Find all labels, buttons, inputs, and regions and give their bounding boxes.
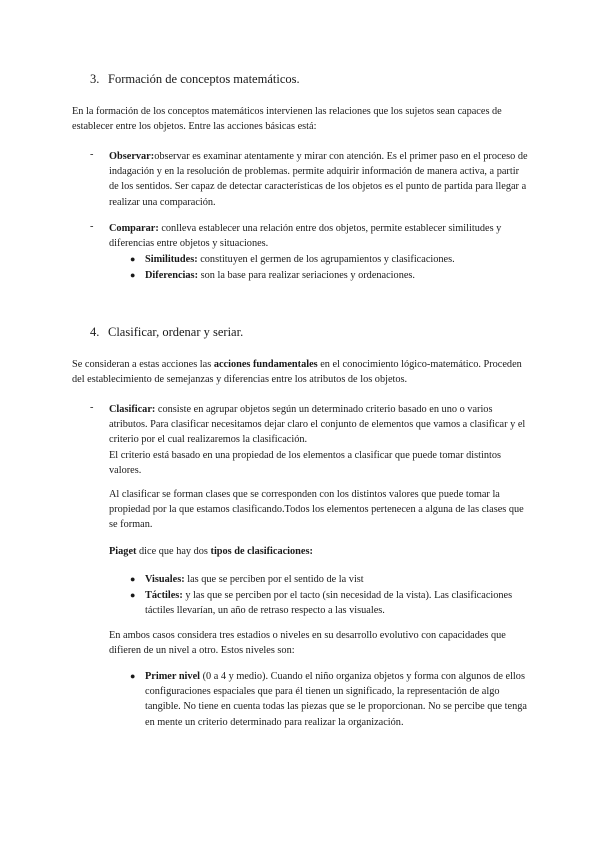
similitudes-text: constituyen el germen de los agrupamientos y clasificaciones. — [197, 254, 455, 265]
section-4-intro-bold: acciones fundamentales — [213, 359, 318, 370]
tactiles-term: Táctiles: — [145, 590, 183, 601]
section-3-heading — [90, 72, 300, 87]
bullet-icon: ● — [130, 671, 136, 681]
estadios-paragraph: En ambos casos considera tres estadios o niveles en su desarrollo evolutivo con capacidades que difieren de un nivel a otro. Estos niveles son: — [109, 630, 506, 657]
comparar-text: conlleva establecer una relación entre dos objetos, permite establecer similitudes y diferencias entre objetos y situaciones. — [109, 223, 502, 250]
clasificar-text: consiste en agrupar objetos según un determinado criterio basado en uno o varios atributos. Para clasificar necesitamos dejar claro el conjunto de elementos que vamos a clasificar y el criterio por el cual realizaremos la clasificación. — [109, 404, 526, 446]
piaget-bold: tipos de clasificaciones: — [210, 546, 313, 557]
comparar-paragraph — [109, 221, 529, 251]
similitudes-term: Similitudes: — [145, 254, 198, 265]
visuales-text: las que se perciben por el sentido de la vist — [184, 574, 364, 585]
observar-term: Observar: — [109, 151, 155, 162]
bullet-icon: ● — [130, 254, 136, 264]
diferencias-text: son la base para realizar seriaciones y ordenaciones. — [198, 270, 415, 281]
section-4-title: Clasificar, ordenar y seriar. — [108, 325, 244, 339]
clasificar-paragraph — [109, 402, 529, 478]
section-4-heading — [90, 325, 243, 340]
visuales-item — [145, 572, 530, 587]
section-3-number: 3. — [90, 72, 100, 86]
clases-paragraph: Al clasificar se forman clases que se corresponden con los distintos valores que puede tomar la propiedad por la que estamos clasificando.Todos los elementos pertenecen a alguna de las clases que se forman. — [109, 489, 524, 531]
tactiles-item — [145, 588, 530, 618]
observar-text: observar es examinar atentamente y mirar con atención. Es el primer paso en el proceso de indagación y en la resolución de problemas. permite adquirir información de manera activa, a partir de los sentidos. Ser capaz de detectar características de los objetos es el punto de partida para llegar a realizar una comparación. — [109, 151, 528, 208]
section-3-intro: En la formación de los conceptos matemáticos intervienen las relaciones que los sujetos sean capaces de establecer entre los objetos. Entre las acciones básicas está: — [72, 106, 502, 133]
primer-nivel-item — [145, 669, 530, 730]
section-4-intro-a: Se consideran a estas acciones las — [72, 359, 214, 370]
diferencias-item — [145, 268, 535, 283]
comparar-dash: - — [90, 221, 94, 232]
observar-paragraph — [109, 149, 529, 210]
primer-nivel-term: Primer nivel — [145, 671, 200, 682]
section-3-title: Formación de conceptos matemáticos. — [108, 72, 300, 86]
tactiles-text: y las que se perciben por el tacto (sin necesidad de la vista). Las clasificaciones táctiles llevarían, un año de retraso respecto a las visuales. — [145, 590, 513, 617]
clasificar-text-2: El criterio está basado en una propiedad de los elementos a clasificar que puede tomar distintos valores. — [109, 449, 502, 476]
piaget-paragraph — [109, 544, 529, 559]
section-4-intro — [72, 357, 528, 387]
bullet-icon: ● — [130, 574, 136, 584]
piaget-mid: dice que hay dos — [136, 546, 211, 557]
primer-nivel-text: (0 a 4 y medio). Cuando el niño organiza objetos y forma con algunos de ellos configuraciones espaciales que para él tienen un significado, la representación de algo tangible. No tiene en cuenta todas las piezas que se le proporcionan. No se percibe que tenga en mente un criterio determinado para realizar la organización. — [145, 671, 527, 728]
clasificar-dash: - — [90, 402, 94, 413]
section-4-intro-b: en el conocimiento lógico-matemático. Proceden del establecimiento de semejanzas y diferencias entre los atributos de los objetos. — [72, 359, 522, 386]
section-4-number: 4. — [90, 325, 100, 339]
similitudes-item — [145, 252, 535, 267]
observar-dash: - — [90, 149, 94, 160]
bullet-icon: ● — [130, 590, 136, 600]
visuales-term: Visuales: — [145, 574, 185, 585]
clasificar-term: Clasificar: — [109, 404, 156, 415]
comparar-term: Comparar: — [109, 223, 159, 234]
diferencias-term: Diferencias: — [145, 270, 198, 281]
bullet-icon: ● — [130, 270, 136, 280]
piaget-term: Piaget — [109, 546, 137, 557]
